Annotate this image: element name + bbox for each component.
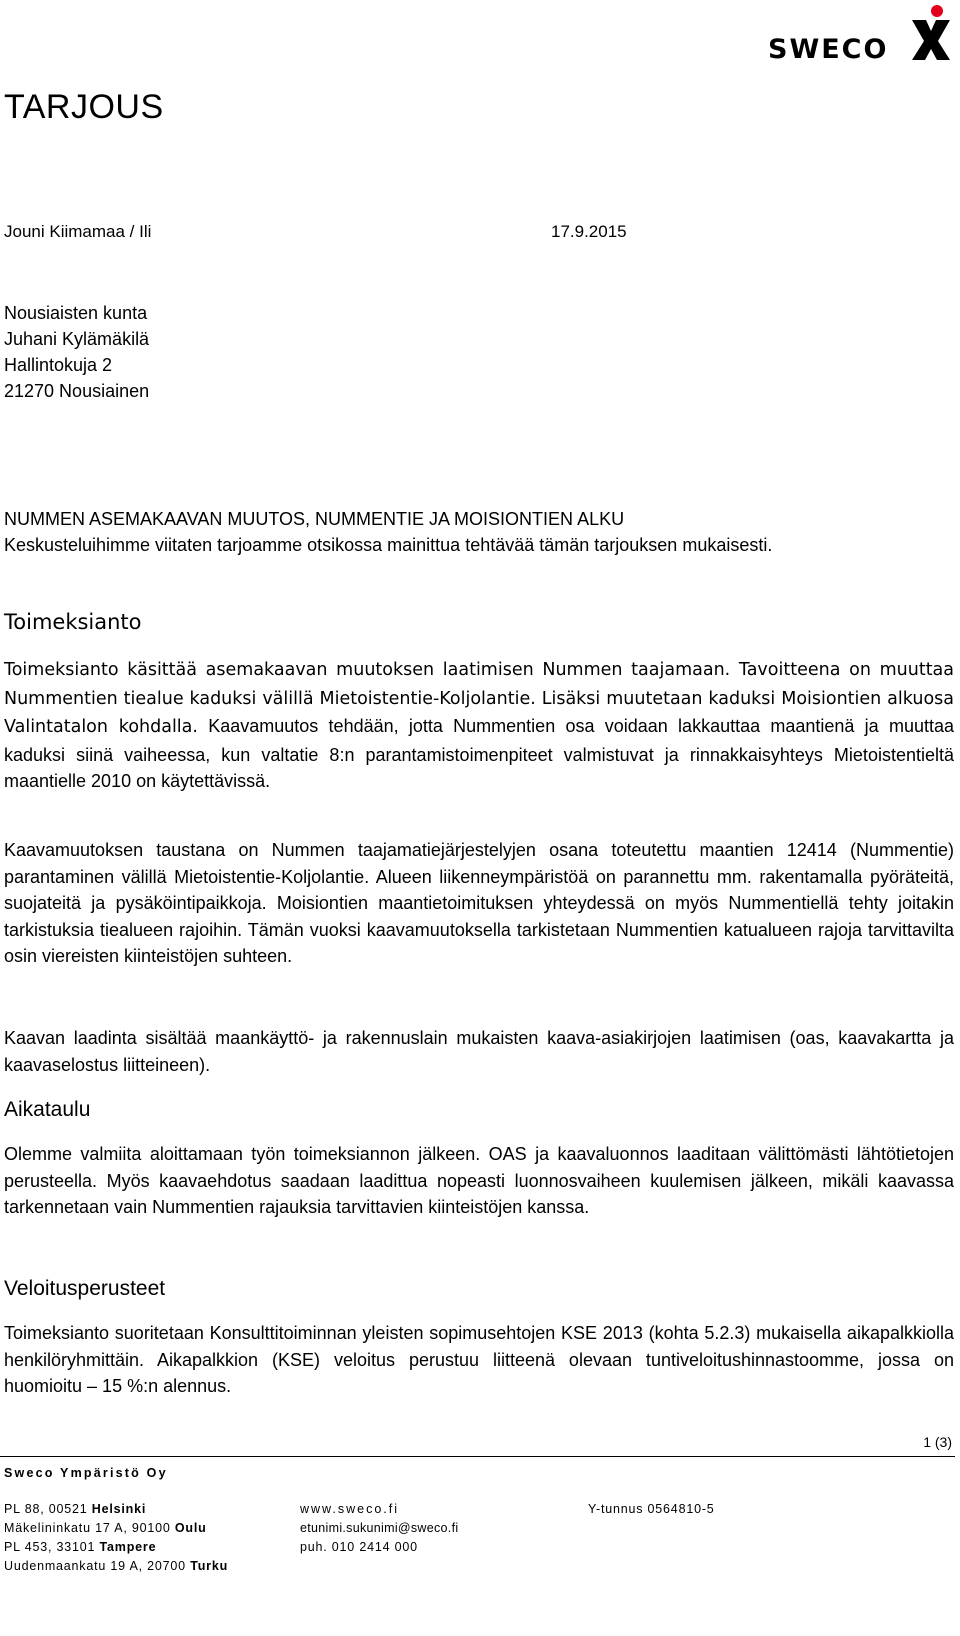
footer-business-id — [588, 1500, 715, 1519]
office-city: Tampere — [99, 1540, 157, 1554]
footer-office — [4, 1538, 228, 1557]
toimeksianto-paragraph-1 — [4, 656, 954, 795]
recipient-line: Hallintokuja 2 — [4, 355, 113, 375]
section-heading-aikataulu: Aikataulu — [4, 1098, 91, 1121]
subject-heading: NUMMEN ASEMAKAAVAN MUUTOS, NUMMENTIE JA MOISIONTIEN ALKU — [4, 509, 625, 529]
office-city: Oulu — [174, 1521, 207, 1535]
sweco-figure-logo-icon — [904, 4, 958, 62]
footer-contacts — [300, 1500, 458, 1557]
section-heading-toimeksianto: Toimeksianto — [4, 610, 142, 634]
office-address: Mäkelininkatu 17 A, 90100 — [4, 1521, 175, 1535]
document-title: TARJOUS — [4, 88, 164, 126]
business-id: Y-tunnus 0564810-5 — [588, 1502, 715, 1516]
section-heading-veloitusperusteet: Veloitusperusteet — [4, 1277, 166, 1300]
footer-email-link[interactable]: etunimi.sukunimi@sweco.fi — [300, 1521, 459, 1535]
recipient-address — [4, 300, 149, 404]
office-address: Uudenmaankatu 19 A, 20700 — [4, 1559, 191, 1573]
footer-office — [4, 1500, 228, 1519]
logo-wordmark: SWECO — [768, 34, 889, 65]
toimeksianto-paragraph-1-part-b: Kaavamuutos tehdään, jotta Nummentien osa voidaan lakkauttaa maantienä ja muuttaa kaduksi siinä vaiheessa, kun valtatie 8:n parantamistoimenpiteet valmistuvat ja rinnakkaisyhteys Mietoistentieltä maantielle 2010 on käytettävissä. — [4, 716, 954, 791]
toimeksianto-paragraph-2: Kaavamuutoksen taustana on Nummen taajamatiejärjestelyjen osana toteutettu maantien 12414 (Nummentie) parantaminen välillä Mietoistentie-Koljolantie. Alueen liikenneympäristöä on parannettu mm. rakentamalla pyöräteitä, suojateitä ja pysäköintipaikkoja. Moisiontien maantietoimituksen yhteydessä on myös Nummentiellä tehty joitakin tarkistuksia tiealueen rajoihin. Tämän vuoksi kaavamuutoksella tarkistetaan Nummentien katualueen rajoja tarvittavilta osin viereisten kiinteistöjen suhteen. — [4, 840, 954, 966]
veloitus-paragraph: Toimeksianto suoritetaan Konsulttitoiminnan yleisten sopimusehtojen KSE 2013 (kohta 5.2.3) mukaisella aikapalkkiolla henkilöryhmittäin. Aikapalkkion (KSE) veloitus perustuu liitteenä olevaan tuntiveloitushinnastoomme, jossa on huomioitu – 15 %:n alennus. — [4, 1323, 954, 1396]
office-city: Helsinki — [91, 1502, 147, 1516]
document-author: Jouni Kiimamaa / Ili — [4, 222, 152, 241]
footer-website-link[interactable]: www.sweco.fi — [300, 1502, 400, 1516]
page-number: 1 (3) — [923, 1434, 952, 1450]
footer-company-name: Sweco Ympäristö Oy — [4, 1466, 168, 1480]
toimeksianto-paragraph-3: Kaavan laadinta sisältää maankäyttö- ja rakennuslain mukaisten kaava-asiakirjojen laatimisen (oas, kaavakartta ja kaavaselostus liitteineen). — [4, 1028, 954, 1075]
office-city: Turku — [190, 1559, 229, 1573]
recipient-line: 21270 Nousiainen — [4, 381, 150, 401]
recipient-line: Juhani Kylämäkilä — [4, 329, 150, 349]
recipient-line: Nousiaisten kunta — [4, 303, 148, 323]
sweco-logo — [766, 4, 958, 66]
footer-offices — [4, 1500, 228, 1576]
document-date: 17.9.2015 — [551, 222, 627, 241]
footer-divider — [0, 1456, 955, 1457]
intro-paragraph: Keskusteluihimme viitaten tarjoamme otsikossa mainittua tehtävää tämän tarjouksen mukaisesti. — [4, 535, 773, 555]
footer-phone: puh. 010 2414 000 — [300, 1540, 418, 1554]
footer-office — [4, 1557, 228, 1576]
footer-office — [4, 1519, 228, 1538]
office-address: PL 88, 00521 — [4, 1502, 92, 1516]
office-address: PL 453, 33101 — [4, 1540, 100, 1554]
toimeksianto-paragraph-1-part-a: Toimeksianto käsittää asemakaavan muutoksen laatimisen Nummen taajamaan. Tavoitteena on muuttaa Nummentien tiealue kaduksi välillä Mietoistentie-Koljolantie. Lisäksi muutetaan kaduksi Moisiontien alkuosa Valintatalon kohdalla. — [4, 660, 954, 737]
aikataulu-paragraph: Olemme valmiita aloittamaan työn toimeksiannon jälkeen. OAS ja kaavaluonnos laaditaan välittömästi lähtötietojen perusteella. Myös kaavaehdotus saadaan laadittua nopeasti luonnosvaiheen kuulemisen jälkeen, mikäli kaavassa tarkennetaan vain Nummentien rajauksia tarvittavien kiinteistöjen kanssa. — [4, 1144, 954, 1217]
